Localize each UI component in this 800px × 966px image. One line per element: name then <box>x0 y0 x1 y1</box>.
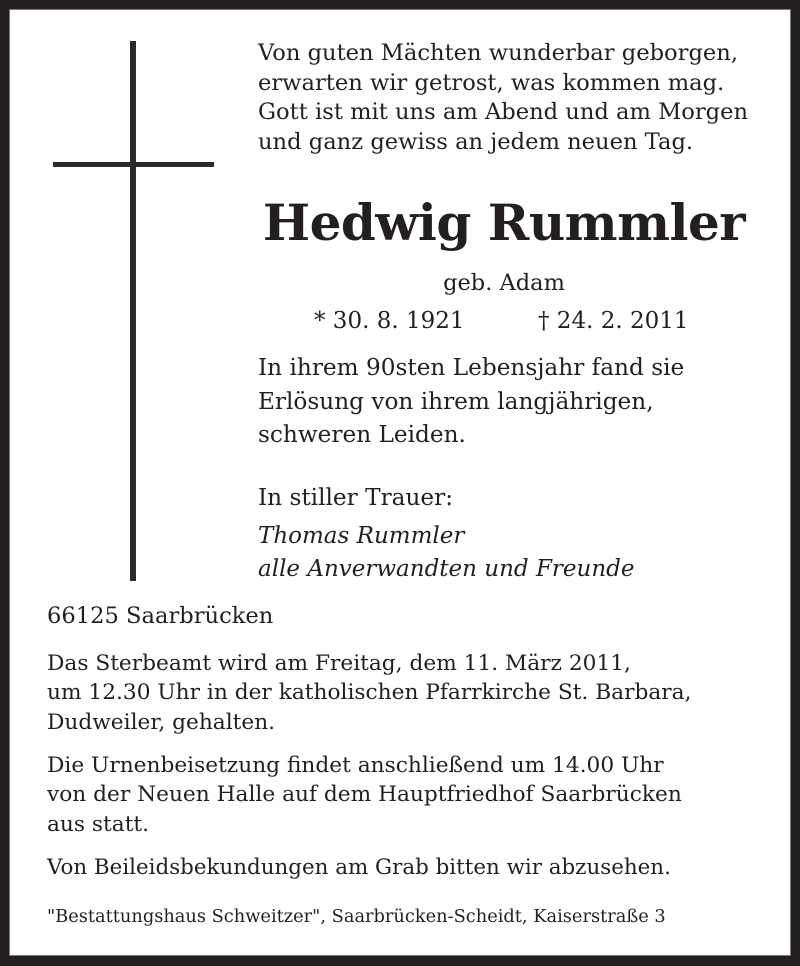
urn-line: Die Urnenbeisetzung findet anschließend um 14.00 Uhr <box>47 753 664 778</box>
cross-vertical-bar <box>130 41 136 581</box>
service-line: Dudweiler, gehalten. <box>47 709 276 735</box>
story-line: Erlösung von ihrem langjährigen, <box>258 387 654 415</box>
story-paragraph <box>258 351 684 452</box>
poem-line: erwarten wir getrost, was kommen mag. <box>258 69 725 96</box>
condolence-note: Von Beileidsbekundungen am Grab bitten wir abzusehen. <box>47 855 671 880</box>
death-date: † 24. 2. 2011 <box>538 308 689 334</box>
poem-line: und ganz gewiss an jedem neuen Tag. <box>258 128 694 155</box>
mourner: Thomas Rummler <box>258 523 465 549</box>
maiden-name: geb. Adam <box>443 270 565 296</box>
service-paragraph <box>47 649 691 737</box>
urn-burial-paragraph <box>47 751 682 839</box>
service-line: Das Sterbeamt wird am Freitag, dem 11. März 2011, <box>47 651 631 676</box>
poem-line: Von guten Mächten wunderbar geborgen, <box>258 40 739 66</box>
mourners-list <box>258 520 634 586</box>
urn-line: von der Neuen Halle auf dem Hauptfriedhof Saarbrücken <box>47 782 682 808</box>
poem <box>258 39 748 157</box>
deceased-name-row <box>9 191 791 255</box>
story-line: schweren Leiden. <box>258 421 466 448</box>
funeral-home-credit: "Bestattungshaus Schweitzer", Saarbrücken-Scheidt, Kaiserstraße 3 <box>47 906 666 927</box>
deceased-name: Hedwig Rummler <box>262 193 746 252</box>
obituary-card <box>9 9 791 956</box>
cross-horizontal-bar <box>53 162 214 167</box>
mourner: alle Anverwandten und Freunde <box>258 556 635 582</box>
mourning-heading: In stiller Trauer: <box>258 484 454 511</box>
city-line: 66125 Saarbrücken <box>47 603 274 629</box>
poem-line: Gott ist mit uns am Abend und am Morgen <box>258 99 749 125</box>
service-line: um 12.30 Uhr in der katholischen Pfarrkirche St. Barbara, <box>47 680 692 706</box>
urn-line: aus statt. <box>47 811 150 837</box>
story-line: In ihrem 90sten Lebensjahr fand sie <box>258 354 685 381</box>
birth-date: * 30. 8. 1921 <box>314 308 465 334</box>
